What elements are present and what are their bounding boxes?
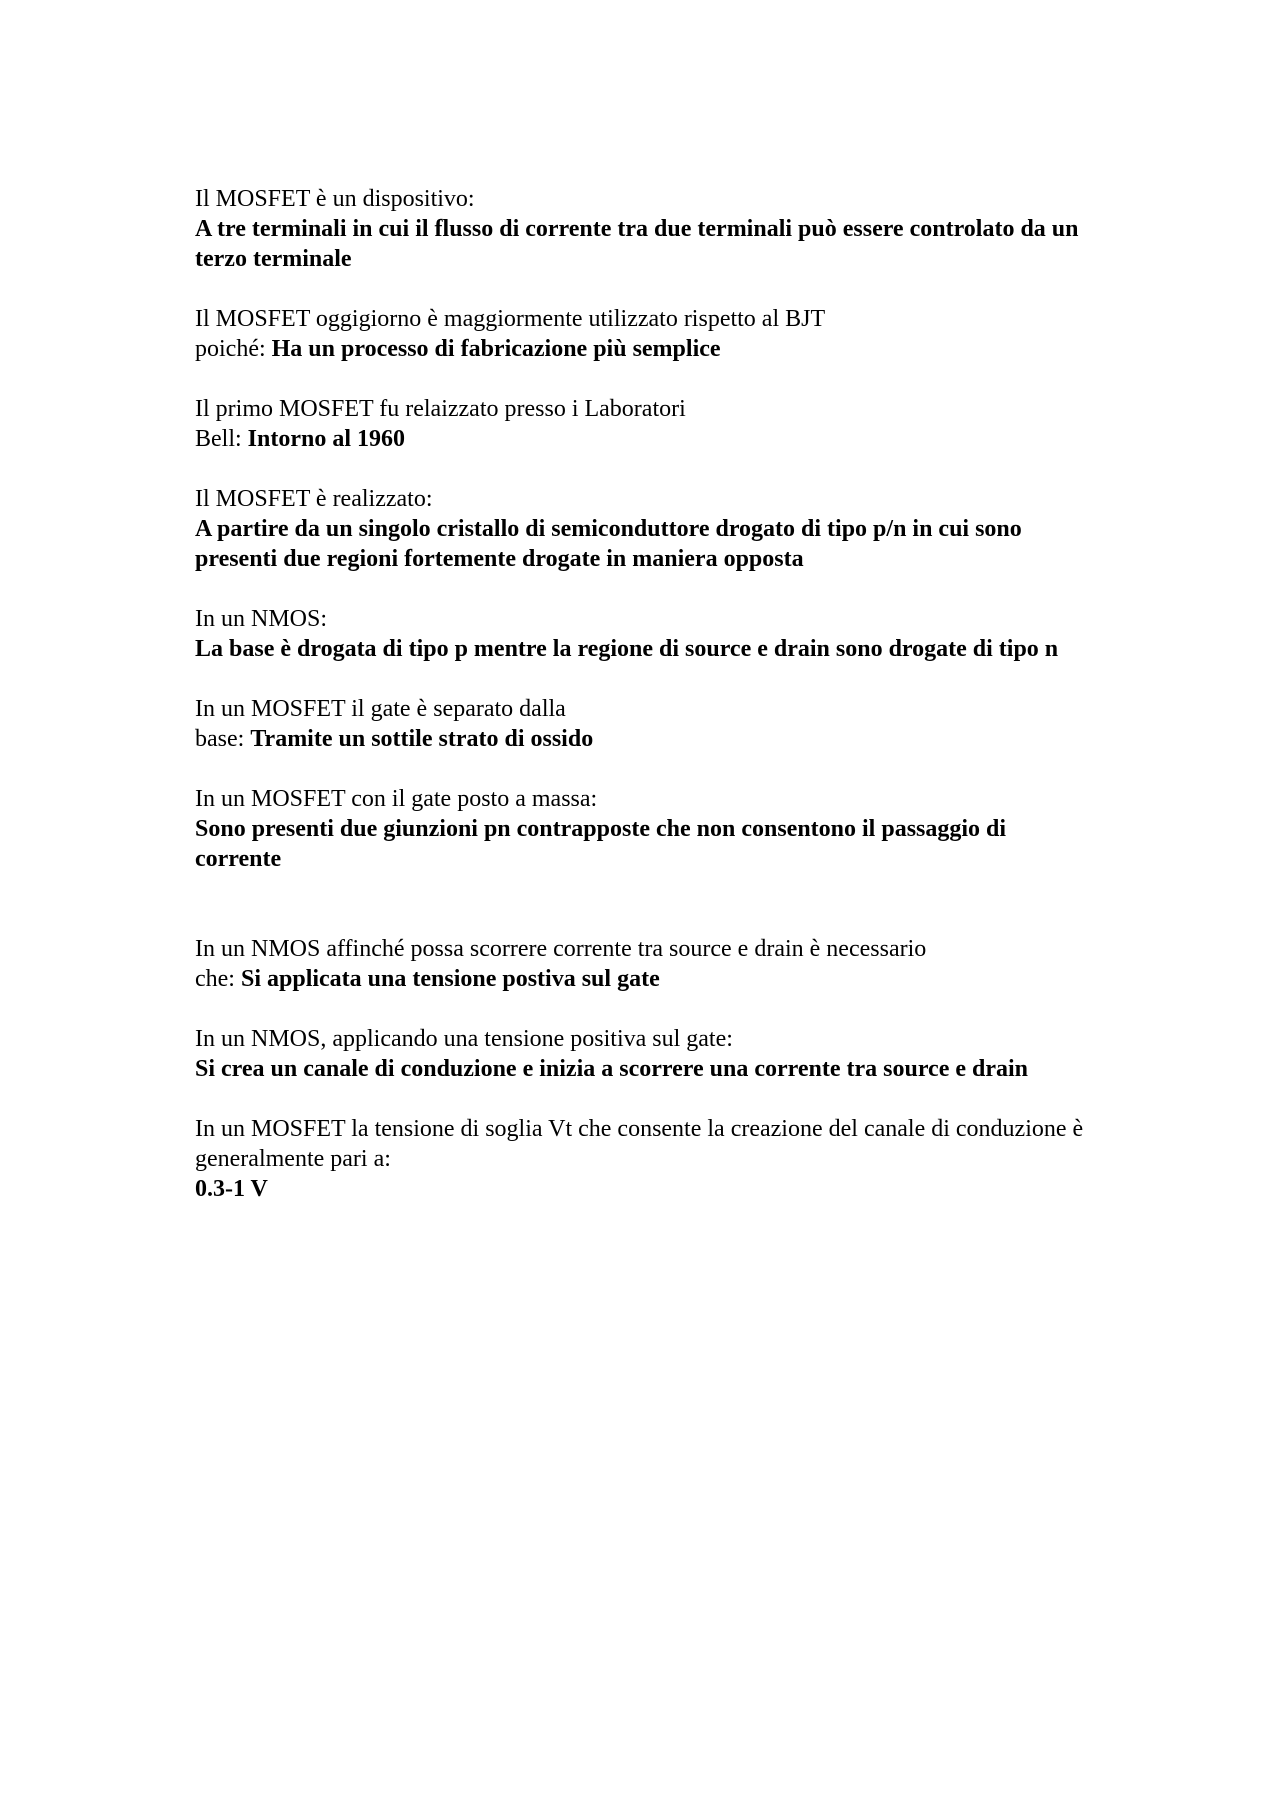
qa-item	[195, 934, 1095, 994]
question-text: In un MOSFET il gate è separato dalla	[195, 696, 566, 722]
question-text: Il primo MOSFET fu relaizzato presso i Laboratori	[195, 396, 686, 422]
question-answer-line	[195, 424, 1095, 454]
document-body	[195, 184, 1095, 1234]
qa-item	[195, 694, 1095, 754]
qa-item	[195, 184, 1095, 274]
answer-text: La base è drogata di tipo p mentre la regione di source e drain sono drogate di tipo n	[195, 636, 1059, 662]
question-text-tail: base:	[195, 726, 245, 752]
qa-item	[195, 394, 1095, 454]
qa-item	[195, 1024, 1095, 1084]
question-answer-line	[195, 334, 1095, 364]
answer-text: Intorno al 1960	[247, 426, 406, 452]
question-text-tail: poiché:	[195, 336, 266, 362]
question-text-tail: che:	[195, 966, 235, 992]
question-text: In un MOSFET la tensione di soglia Vt che consente la creazione del canale di conduzione è generalmente pari a:	[195, 1116, 1084, 1172]
question-text-tail: Bell:	[195, 426, 242, 452]
answer-text: Sono presenti due giunzioni pn contrapposte che non consentono il passaggio di corrente	[195, 816, 1007, 872]
answer-text: 0.3-1 V	[195, 1176, 268, 1202]
qa-item	[195, 304, 1095, 364]
question-text: Il MOSFET è un dispositivo:	[195, 186, 475, 212]
answer-text: Si applicata una tensione postiva sul gate	[240, 966, 660, 992]
answer-text: Ha un processo di fabricazione più semplice	[271, 336, 721, 362]
answer-text: Tramite un sottile strato di ossido	[250, 726, 594, 752]
qa-item	[195, 604, 1095, 664]
answer-text: A partire da un singolo cristallo di semiconduttore drogato di tipo p/n in cui sono presenti due regioni fortemente drogate in maniera opposta	[195, 516, 1022, 572]
answer-text: A tre terminali in cui il flusso di corrente tra due terminali può essere controlato da un terzo terminale	[195, 216, 1079, 272]
question-text: In un NMOS, applicando una tensione positiva sul gate:	[195, 1026, 733, 1052]
question-text: Il MOSFET è realizzato:	[195, 486, 433, 512]
question-text: In un NMOS:	[195, 606, 328, 632]
answer-text: Si crea un canale di conduzione e inizia a scorrere una corrente tra source e drain	[195, 1056, 1029, 1082]
qa-item	[195, 1114, 1095, 1204]
qa-item	[195, 784, 1095, 874]
question-text: In un NMOS affinché possa scorrere corrente tra source e drain è necessario	[195, 936, 927, 962]
question-answer-line	[195, 964, 1095, 994]
question-text: Il MOSFET oggigiorno è maggiormente utilizzato rispetto al BJT	[195, 306, 826, 332]
qa-item	[195, 484, 1095, 574]
question-answer-line	[195, 724, 1095, 754]
question-text: In un MOSFET con il gate posto a massa:	[195, 786, 598, 812]
